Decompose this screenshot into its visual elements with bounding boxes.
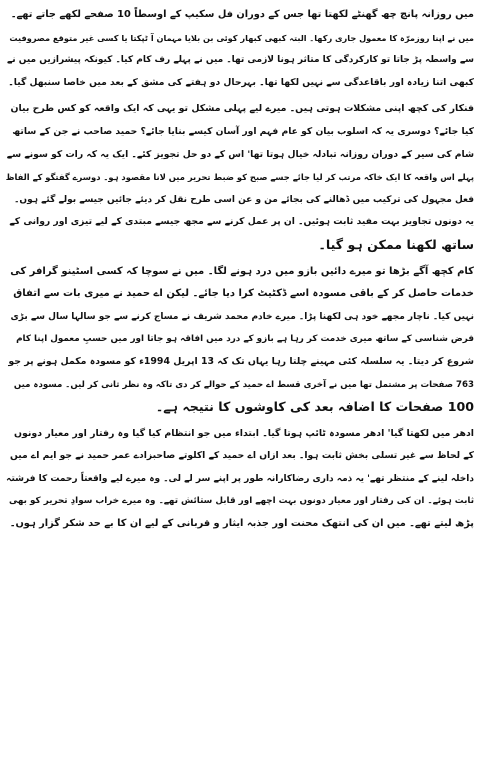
text-line: 763 صفحات پر مشتمل تھا میں نے آخری قسط اے حمید کے حوالے کر دی تاکہ وہ نظر ثانی کر لیں۔ مسودہ میں bbox=[13, 379, 474, 390]
text-line: پڑھ لیتے تھے۔ میں ان کی انتھک محنت اور جذبہ ایثار و قربانی کے لیے ان کا بے حد شکر گزار ہوں۔ bbox=[9, 518, 474, 530]
document-body bbox=[6, 4, 474, 536]
text-line: 100 صفحات کا اضافہ بعد کی کاوشوں کا نتیجہ ہے۔ bbox=[155, 399, 474, 415]
text-line: میں نے اپنا روزمرّہ کا معمول جاری رکھا۔ البتہ کبھی کبھار کوئی بن بلایا مہمان آ ٹپکتا یا کسی غیر متوقع مصروفیت bbox=[9, 32, 474, 43]
text-line: فعل مجہول کی ترکیب میں ڈھالنے کی بجائے من و عن اسی طرح نقل کر دیئے جائیں جیسے بولے گئے ہوں۔ bbox=[14, 194, 474, 205]
text-line: ساتھ لکھنا ممکن ہو گیا۔ bbox=[318, 236, 474, 252]
text-line: ثابت ہوئے۔ ان کی رفتار اور معیار دونوں بہت اچھے اور قابل ستائش تھے۔ وہ میرے خراب سوادِ تحریر کو بھی bbox=[8, 496, 474, 507]
text-line: فنکار کی کچھ اپنی مشکلات ہوتی ہیں۔ میرے لیے پہلی مشکل تو یہی کہ ایک واقعہ کو کس طرح بیان bbox=[10, 103, 474, 115]
text-line: نہیں کیا۔ ناچار مجھے خود ہی لکھنا پڑا۔ میرے خادم محمد شریف نے مساج کرنے سے جو سالہا سال سے بڑی bbox=[10, 311, 474, 322]
text-line: کام کچھ آگے بڑھا تو میرے دائیں بازو میں درد ہونے لگا۔ میں نے سوچا کہ کسی اسٹینو گرافر کی bbox=[10, 265, 474, 277]
text-line: خدمات حاصل کر کے باقی مسودہ اسے ڈکٹیٹ کرا دیا جائے۔ لیکن اے حمید نے میری بات سے اتفاق bbox=[13, 288, 474, 300]
text-line: میں روزانہ پانچ چھ گھنٹے لکھتا تھا جس کے دوران فل سکیپ کے اوسطاً 10 صفحے لکھے جاتے تھے۔ bbox=[10, 9, 474, 20]
document-page bbox=[6, 4, 474, 764]
text-line: فرض شناسی کے ساتھ میری خدمت کر رہا ہے بازو کے درد میں افاقہ ہو جاتا اور میں حسبِ معمول اپنا کام bbox=[16, 334, 474, 345]
paragraph bbox=[6, 98, 474, 256]
text-line: شام کی سیر کے دوران روزانہ تبادلہ خیال ہوتا تھا' اس کے دو حل تجویز کئے۔ ایک یہ کہ رات کو سونے سے bbox=[6, 148, 474, 160]
text-line: ادھر میں لکھتا گیا' ادھر مسودہ ٹائپ ہوتا گیا۔ ابتداء میں جو انتظام کیا گیا وہ رفتار اور معیار دونوں bbox=[14, 427, 474, 439]
text-line: کیا جائے؟ دوسری یہ کہ اسلوب بیان کو عام فہم اور آسان کیسے بنایا جائے؟ حمید صاحب نے جن کے ساتھ bbox=[12, 125, 474, 137]
text-line: داخلہ لینے کے منتظر تھے' یہ ذمہ داری رضاکارانہ طور پر اپنے سر لے لی۔ وہ میرے لیے واقعتاً رحمت کا فرشتہ bbox=[6, 473, 474, 484]
text-line: پہلے اس واقعہ کا ایک خاکہ مرتب کر لیا جائے جسے صبح کو ضبط تحریر میں لانا مقصود ہو۔ دوسرے گفتگو کے الفاظ bbox=[6, 172, 474, 183]
text-line: سے واسطہ پڑ جاتا تو کارکردگی کا متاثر ہونا لازمی تھا۔ میں نے پہلے رف کام کیا۔ کیونکہ پیشرازیں میں نے bbox=[7, 55, 474, 66]
paragraph bbox=[6, 261, 474, 419]
text-line: یہ دونوں تجاویز بہت مفید ثابت ہوئیں۔ ان پر عمل کرنے سے مجھ جیسے مبتدی کے لیے تیزی اور روانی کے bbox=[9, 216, 474, 228]
text-line: کبھی اتنا زیادہ اور باقاعدگی سے نہیں لکھا تھا۔ بہرحال دو ہفتے کی مشق کے بعد میں خاصا سنبھل گیا۔ bbox=[8, 76, 474, 88]
paragraph bbox=[6, 4, 474, 94]
paragraph bbox=[6, 423, 474, 536]
text-line: شروع کر دیتا۔ یہ سلسلہ کئی مہینے چلتا رہا یہاں تک کہ 13 اپریل 1994ء کو مسودہ مکمل ہونے پر جو bbox=[8, 355, 474, 367]
text-line: کے لحاظ سے غیر تسلی بخش ثابت ہوا۔ بعد ازاں اے حمید کے اکلوتے صاحبزادے عمر حمید نے جو ایم اے میں bbox=[10, 450, 474, 462]
